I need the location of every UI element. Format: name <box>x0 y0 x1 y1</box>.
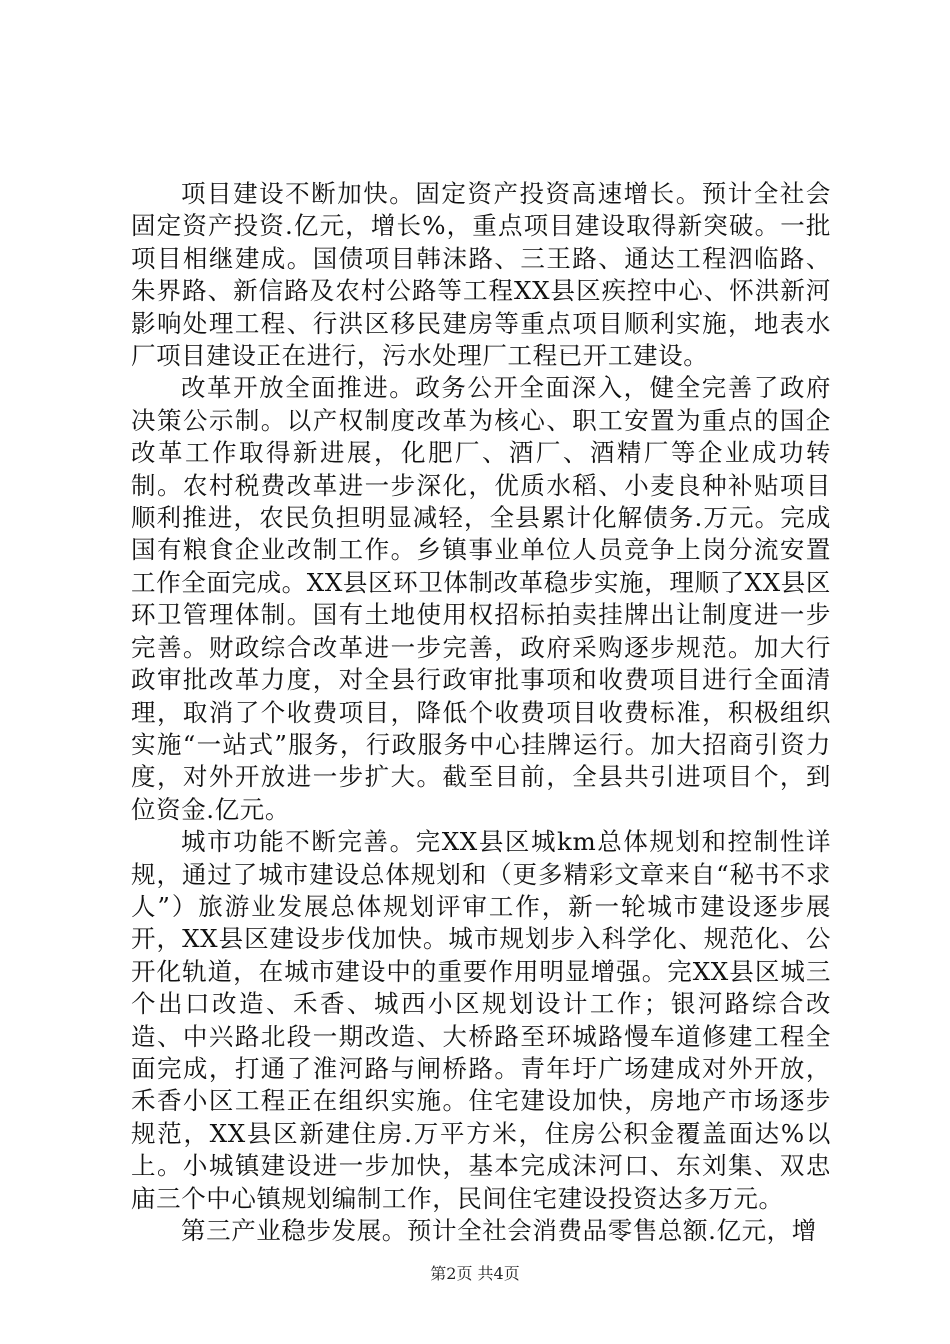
page-footer: 第2页 共4页 <box>430 1264 520 1283</box>
paragraph-project-construction: 项目建设不断加快。固定资产投资高速增长。预计全社会固定资产投资.亿元，增长%，重点项目建设取得新突破。一批项目相继建成。国债项目韩沫路、三王路、通达工程泗临路、朱界路、新信路及农村公路等工程XX县区疾控中心、怀洪新河影响处理工程、行洪区移民建房等重点项目顺利实施，地表水厂项目建设正在进行，污水处理厂工程已开工建设。 <box>131 179 831 371</box>
paragraph-tertiary-industry: 第三产业稳步发展。预计全社会消费品零售总额.亿元，增 <box>181 1216 817 1245</box>
document-body <box>131 178 831 1247</box>
paragraph-reform-opening: 改革开放全面推进。政务公开全面深入，健全完善了政府决策公示制。以产权制度改革为核心、职工安置为重点的国企改革工作取得新进展，化肥厂、酒厂、酒精厂等企业成功转制。农村税费改革进一步深化，优质水稻、小麦良种补贴项目顺利推进，农民负担明显减轻，全县累计化解债务.万元。完成国有粮食企业改制工作。乡镇事业单位人员竞争上岗分流安置工作全面完成。XX县区环卫体制改革稳步实施，理顺了XX县区环卫管理体制。国有土地使用权招标拍卖挂牌出让制度进一步完善。财政综合改革进一步完善，政府采购逐步规范。加大行政审批改革力度，对全县行政审批事项和收费项目进行全面清理，取消了个收费项目，降低个收费项目收费标准，积极组织实施“一站式”服务，行政服务中心挂牌运行。加大招商引资力度，对外开放进一步扩大。截至目前，全县共引进项目个，到位资金.亿元。 <box>131 373 831 824</box>
paragraph-city-function: 城市功能不断完善。完XX县区城km总体规划和控制性详规，通过了城市建设总体规划和（更多精彩文章来自“秘书不求人”）旅游业发展总体规划评审工作，新一轮城市建设逐步展开，XX县区建设步伐加快。城市规划步入科学化、规范化、公开化轨道，在城市建设中的重要作用明显增强。完XX县区城三个出口改造、禾香、城西小区规划设计工作；银河路综合改造、中兴路北段一期改造、大桥路至环城路慢车道修建工程全面完成，打通了淮河路与闸桥路。青年圩广场建成对外开放，禾香小区工程正在组织实施。住宅建设加快，房地产市场逐步规范，XX县区新建住房.万平方米，住房公积金覆盖面达%以上。小城镇建设进一步加快，基本完成沫河口、东刘集、双忠庙三个中心镇规划编制工作，民间住宅建设投资达多万元。 <box>131 827 831 1213</box>
